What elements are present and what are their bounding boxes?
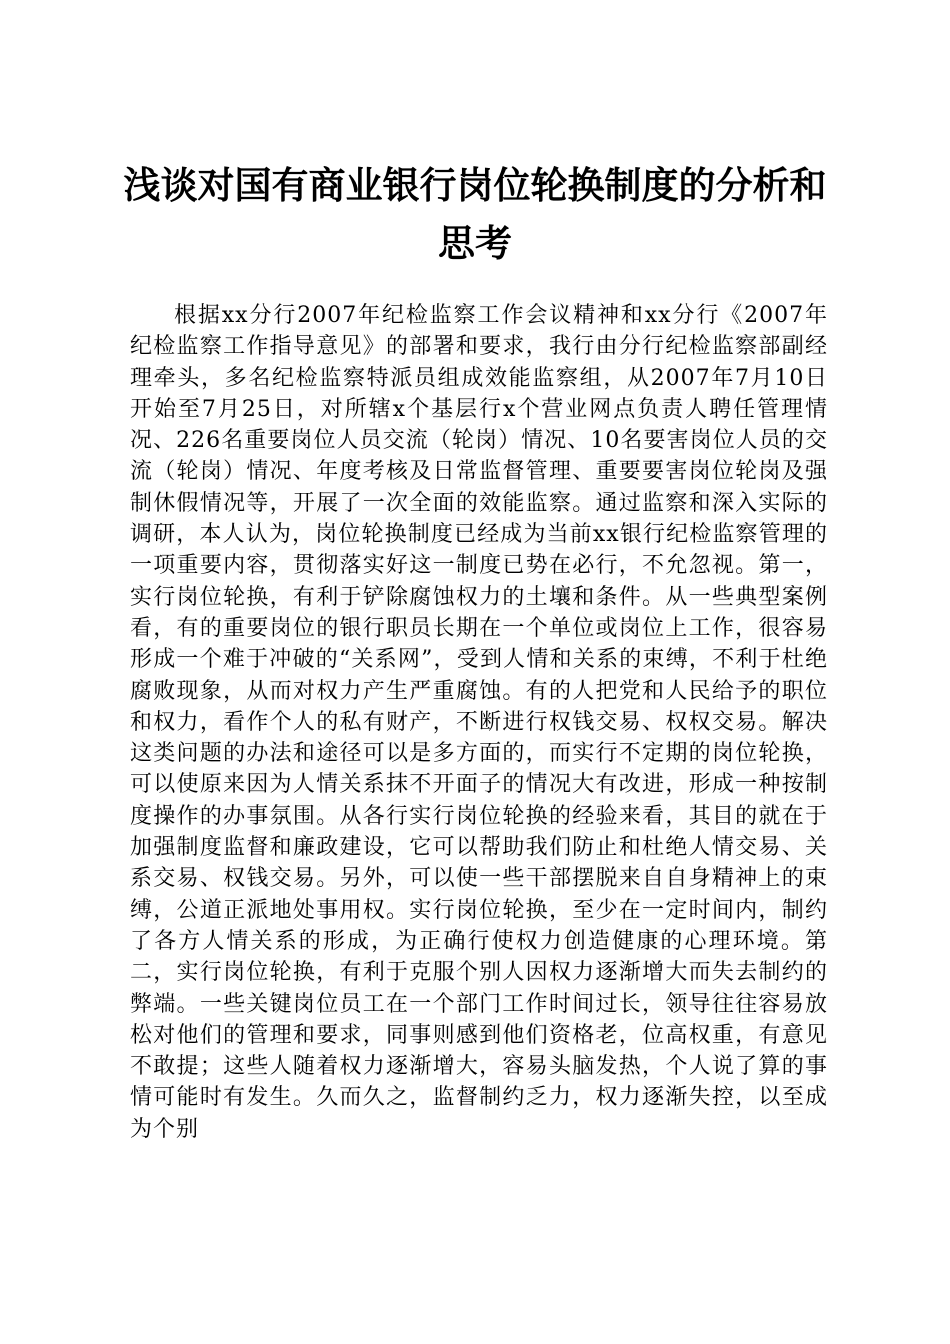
document-body-paragraph: 根据xx分行2007年纪检监察工作会议精神和xx分行《2007年纪检监察工作指导意见》的部署和要求，我行由分行纪检监察部副经理牵头，多名纪检监察特派员组成效能监察组，从2007年7月10日开始至7月25日，对所辖x个基层行x个营业网点负责人聘任管理情况、226名重要岗位人员交流（轮岗）情况、10名要害岗位人员的交流（轮岗）情况、年度考核及日常监督管理、重要要害岗位轮岗及强制休假情况等，开展了一次全面的效能监察。通过监察和深入实际的调研，本人认为，岗位轮换制度已经成为当前xx银行纪检监察管理的一项重要内容，贯彻落实好这一制度已势在必行，不允忽视。第一，实行岗位轮换，有利于铲除腐蚀权力的土壤和条件。从一些典型案例看，有的重要岗位的银行职员长期在一个单位或岗位上工作，很容易形成一个难于冲破的“关系网”，受到人情和关系的束缚，不利于杜绝腐败现象，从而对权力产生严重腐蚀。有的人把党和人民给予的职位和权力，看作个人的私有财产，不断进行权钱交易、权权交易。解决这类问题的办法和途径可以是多方面的，而实行不定期的岗位轮换，可以使原来因为人情关系抹不开面子的情况大有改进，形成一种按制度操作的办事氛围。从各行实行岗位轮换的经验来看，其目的就在于加强制度监督和廉政建设，它可以帮助我们防止和杜绝人情交易、关系交易、权钱交易。另外，可以使一些干部摆脱来自自身精神上的束缚，公道正派地处事用权。实行岗位轮换，至少在一定时间内，制约了各方人情关系的形成，为正确行使权力创造健康的心理环境。第二，实行岗位轮换，有利于克服个别人因权力逐渐增大而失去制约的弊端。一些关键岗位员工在一个部门工作时间过长，领导往往容易放松对他们的管理和要求，同事则感到他们资格老，位高权重，有意见不敢提；这些人随着权力逐渐增大，容易头脑发热，个人说了算的事情可能时有发生。久而久之，监督制约乏力，权力逐渐失控，以至成为个别 (130, 303, 828, 1142)
document-title: 浅谈对国有商业银行岗位轮换制度的分析和思考 (123, 163, 827, 265)
